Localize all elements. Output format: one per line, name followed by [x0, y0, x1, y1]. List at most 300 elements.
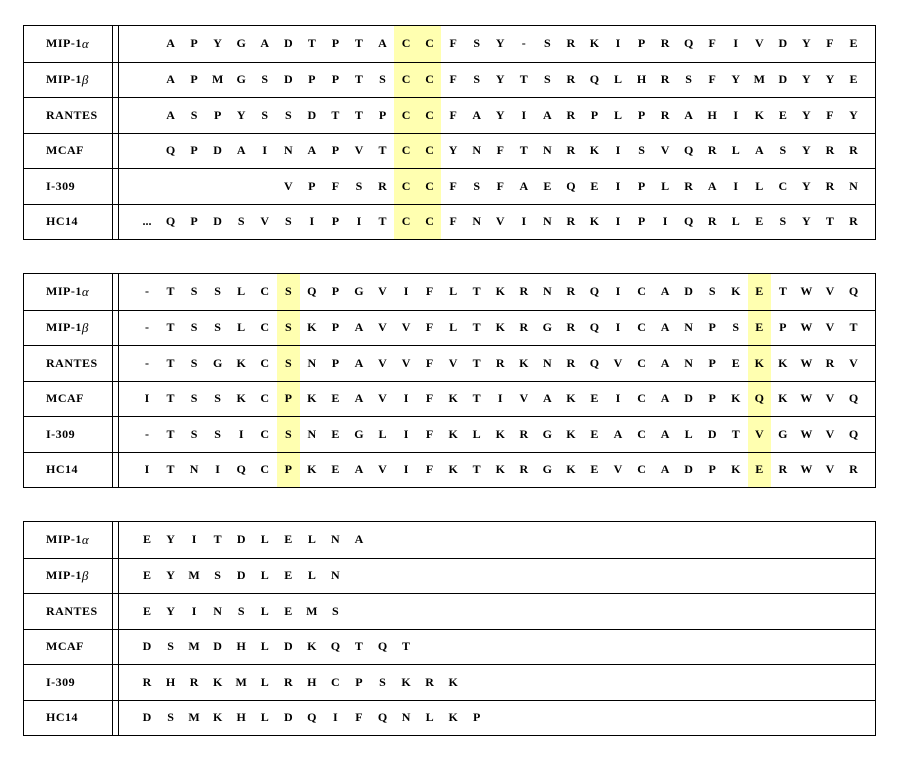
- residue: K: [589, 36, 600, 51]
- residue: C: [637, 355, 646, 370]
- residue: I: [662, 214, 668, 229]
- residue: Y: [448, 143, 458, 158]
- residue: A: [354, 532, 364, 547]
- residue: C: [331, 674, 340, 689]
- residue: L: [260, 568, 269, 583]
- residue: K: [519, 355, 529, 370]
- residue: T: [472, 391, 481, 406]
- residue: C: [637, 426, 646, 441]
- residue: P: [779, 320, 787, 335]
- residue: C: [401, 107, 411, 122]
- residue: W: [800, 355, 813, 370]
- sequence-name-greek: α: [81, 35, 90, 51]
- residue: D: [213, 214, 222, 229]
- residue: C: [425, 36, 434, 51]
- sequence-name-text: MIP-1: [46, 532, 82, 547]
- residue: Y: [166, 532, 175, 547]
- residue: Q: [330, 639, 341, 654]
- residue: A: [166, 72, 175, 87]
- residue: F: [708, 36, 716, 51]
- residue: T: [519, 143, 528, 158]
- residue: I: [497, 391, 503, 406]
- residue: I: [403, 284, 409, 299]
- residue: L: [731, 214, 740, 229]
- residue: E: [849, 36, 858, 51]
- residue: Y: [802, 178, 811, 193]
- residue: I: [615, 214, 621, 229]
- residue: S: [779, 143, 787, 158]
- residue: I: [191, 603, 197, 618]
- residue: Q: [589, 320, 600, 335]
- residue: N: [283, 143, 293, 158]
- residue: R: [825, 178, 835, 193]
- sequence-name-greek: β: [81, 319, 89, 335]
- residue: W: [800, 284, 813, 299]
- residue: D: [778, 36, 788, 51]
- residue: R: [566, 36, 576, 51]
- table-row: [24, 416, 875, 452]
- residue: K: [495, 284, 505, 299]
- sequence-name-text: RANTES: [46, 603, 98, 618]
- residue: R: [519, 426, 529, 441]
- residue: D: [283, 710, 293, 725]
- sequence-name-text: HC14: [46, 710, 78, 725]
- residue: P: [355, 674, 363, 689]
- residue: R: [684, 178, 693, 193]
- residue: T: [472, 320, 481, 335]
- residue: G: [542, 426, 553, 441]
- sequence-name: [46, 134, 84, 169]
- residue: N: [543, 143, 552, 158]
- residue: R: [519, 284, 529, 299]
- residue: D: [684, 284, 693, 299]
- residue: R: [189, 674, 199, 689]
- residue: H: [236, 710, 246, 725]
- residue: S: [190, 107, 198, 122]
- residue: Y: [236, 107, 246, 122]
- residue: Q: [848, 391, 859, 406]
- residue: K: [495, 320, 505, 335]
- residue: A: [166, 36, 175, 51]
- residue: T: [378, 214, 387, 229]
- residue: A: [260, 36, 270, 51]
- residue: F: [496, 143, 504, 158]
- sequence-name-text: MIP-1: [46, 284, 82, 299]
- residue: S: [473, 72, 481, 87]
- residue: N: [213, 603, 222, 618]
- residue: A: [707, 178, 717, 193]
- residue: A: [543, 391, 552, 406]
- table-row: [24, 593, 875, 629]
- residue: K: [589, 214, 600, 229]
- residue: C: [401, 214, 411, 229]
- residue: P: [331, 284, 340, 299]
- residue: I: [356, 214, 362, 229]
- residue: V: [825, 426, 835, 441]
- residue: C: [425, 107, 434, 122]
- residue: S: [190, 391, 198, 406]
- residue: A: [660, 284, 670, 299]
- residue: S: [544, 36, 551, 51]
- residue: K: [731, 462, 741, 477]
- residue: P: [331, 320, 340, 335]
- residue: F: [331, 178, 340, 193]
- residue: G: [236, 36, 246, 51]
- residue: S: [284, 284, 292, 299]
- residue: F: [425, 426, 434, 441]
- residue: N: [684, 320, 693, 335]
- residue: P: [378, 107, 387, 122]
- table-row: [24, 452, 875, 488]
- sequence-name: [46, 98, 98, 133]
- residue: F: [449, 178, 457, 193]
- residue: I: [615, 391, 621, 406]
- residue: G: [212, 355, 223, 370]
- residue: V: [401, 355, 411, 370]
- residue: E: [142, 568, 151, 583]
- residue: Y: [166, 603, 175, 618]
- residue: P: [284, 462, 292, 477]
- residue: R: [778, 462, 788, 477]
- residue: F: [449, 107, 457, 122]
- residue: T: [166, 355, 175, 370]
- residue: S: [355, 178, 363, 193]
- residue: Q: [848, 284, 859, 299]
- residue: T: [166, 391, 175, 406]
- residue: T: [166, 426, 175, 441]
- residue: L: [307, 568, 316, 583]
- residue: Y: [802, 214, 811, 229]
- residue: I: [615, 36, 621, 51]
- residue: L: [260, 674, 269, 689]
- residue: N: [307, 426, 317, 441]
- alignment-block: [23, 273, 876, 488]
- residue: C: [401, 178, 411, 193]
- sequence-name: [46, 382, 84, 417]
- residue: P: [637, 107, 646, 122]
- residue: I: [521, 107, 527, 122]
- residue: T: [402, 639, 411, 654]
- residue: S: [544, 72, 551, 87]
- residue: K: [448, 462, 458, 477]
- residue: C: [260, 462, 270, 477]
- residue: R: [566, 72, 576, 87]
- table-row: [24, 274, 875, 310]
- residue: K: [778, 355, 788, 370]
- residue: Y: [495, 36, 505, 51]
- alignment-block: [23, 25, 876, 240]
- residue: V: [825, 462, 835, 477]
- residue: N: [543, 355, 552, 370]
- table-row: [24, 629, 875, 665]
- residue: E: [331, 426, 340, 441]
- residue: S: [379, 72, 386, 87]
- residue: S: [190, 355, 198, 370]
- residue: A: [354, 391, 364, 406]
- sequence-name-text: RANTES: [46, 107, 98, 122]
- residue: C: [778, 178, 788, 193]
- residue: T: [472, 462, 481, 477]
- sequence-name: [46, 274, 89, 310]
- sequence-name: [46, 594, 98, 629]
- sequence-name: [46, 630, 84, 665]
- residue: Q: [307, 284, 317, 299]
- residue: G: [542, 320, 553, 335]
- residue: V: [354, 143, 364, 158]
- residue: H: [707, 107, 717, 122]
- residue: C: [260, 320, 270, 335]
- residue: M: [188, 568, 200, 583]
- residue: Q: [589, 355, 600, 370]
- residue: K: [754, 355, 764, 370]
- sequence-name: [46, 701, 78, 736]
- residue: C: [260, 355, 270, 370]
- residue: K: [731, 391, 741, 406]
- sequence-name: [46, 346, 98, 381]
- residue: A: [543, 107, 552, 122]
- residue: A: [684, 107, 693, 122]
- residue: I: [309, 214, 315, 229]
- residue: R: [825, 355, 835, 370]
- residue: S: [284, 107, 292, 122]
- residue: Q: [683, 143, 694, 158]
- residue: R: [519, 320, 529, 335]
- residue: R: [566, 320, 576, 335]
- residue: C: [425, 72, 434, 87]
- residue: V: [849, 355, 858, 370]
- residue: T: [472, 284, 481, 299]
- residue: I: [615, 284, 621, 299]
- residue: P: [190, 214, 198, 229]
- residue: P: [331, 36, 340, 51]
- residue: Q: [754, 391, 764, 406]
- residue: S: [284, 426, 292, 441]
- residue: V: [378, 284, 387, 299]
- sequence-name: [46, 26, 89, 62]
- residue: I: [521, 214, 527, 229]
- residue: S: [190, 320, 198, 335]
- residue: I: [733, 107, 739, 122]
- residue: F: [449, 214, 457, 229]
- residue: F: [449, 72, 457, 87]
- residue: E: [543, 178, 552, 193]
- sequence-name-text: HC14: [46, 214, 78, 229]
- residue: N: [472, 214, 482, 229]
- residue: S: [237, 214, 245, 229]
- residue: E: [755, 320, 764, 335]
- sequence-name-greek: α: [81, 283, 90, 299]
- residue: C: [260, 284, 270, 299]
- residue: L: [260, 603, 269, 618]
- residue: K: [307, 320, 317, 335]
- sequence-name: [46, 169, 75, 204]
- residue: Y: [166, 568, 175, 583]
- residue: R: [378, 178, 387, 193]
- residue: P: [331, 72, 340, 87]
- residue: Q: [683, 214, 694, 229]
- residue: S: [261, 107, 269, 122]
- residue: S: [261, 72, 269, 87]
- sequence-name: [46, 417, 75, 452]
- residue: M: [211, 72, 224, 87]
- residue: T: [307, 36, 316, 51]
- residue: D: [283, 72, 293, 87]
- residue: L: [260, 532, 269, 547]
- residue: A: [354, 320, 364, 335]
- residue: D: [778, 72, 788, 87]
- residue: A: [754, 143, 764, 158]
- residue: Y: [731, 72, 741, 87]
- residue: K: [307, 639, 317, 654]
- residue: E: [284, 603, 293, 618]
- residue: K: [778, 391, 788, 406]
- residue: V: [613, 355, 623, 370]
- residue: I: [262, 143, 268, 158]
- sequence-name-text: RANTES: [46, 355, 98, 370]
- residue: H: [236, 639, 246, 654]
- residue: T: [166, 320, 175, 335]
- residue: C: [637, 284, 646, 299]
- residue: A: [354, 355, 364, 370]
- residue: T: [354, 72, 363, 87]
- residue: K: [401, 674, 411, 689]
- residue: S: [190, 284, 198, 299]
- residue: H: [307, 674, 317, 689]
- residue: Q: [566, 178, 576, 193]
- residue: N: [401, 710, 411, 725]
- sequence-name-greek: β: [81, 71, 89, 87]
- residue: P: [190, 143, 198, 158]
- residue: I: [733, 178, 739, 193]
- residue: -: [145, 284, 149, 299]
- residue: L: [661, 178, 670, 193]
- residue: D: [236, 532, 246, 547]
- residue: Q: [848, 426, 859, 441]
- residue: R: [707, 143, 717, 158]
- residue: P: [473, 710, 481, 725]
- residue: N: [849, 178, 858, 193]
- table-row: [24, 204, 875, 240]
- residue: E: [590, 426, 599, 441]
- residue: S: [732, 320, 740, 335]
- residue: T: [166, 462, 175, 477]
- residue: G: [778, 426, 788, 441]
- residue: W: [800, 462, 813, 477]
- residue: S: [284, 355, 292, 370]
- residue: P: [308, 178, 316, 193]
- residue: N: [684, 355, 693, 370]
- residue: R: [566, 284, 576, 299]
- residue: L: [472, 426, 481, 441]
- residue: C: [425, 178, 434, 193]
- residue: E: [331, 462, 340, 477]
- residue: A: [660, 355, 670, 370]
- residue: R: [566, 107, 576, 122]
- residue: T: [378, 143, 387, 158]
- residue: N: [189, 462, 199, 477]
- residue: S: [237, 603, 245, 618]
- residue: F: [355, 710, 363, 725]
- residue: D: [307, 107, 317, 122]
- sequence-name-text: I-309: [46, 426, 76, 441]
- residue: Y: [495, 107, 505, 122]
- residue: I: [615, 320, 621, 335]
- sequence-name-greek: α: [81, 531, 90, 547]
- residue: -: [145, 355, 149, 370]
- residue: P: [708, 391, 716, 406]
- residue: D: [142, 639, 152, 654]
- residue: G: [236, 72, 246, 87]
- residue: Y: [849, 107, 858, 122]
- residue: A: [519, 178, 529, 193]
- residue: L: [613, 107, 622, 122]
- residue: F: [425, 462, 434, 477]
- residue: N: [331, 532, 340, 547]
- residue: F: [826, 36, 834, 51]
- residue: P: [637, 36, 646, 51]
- table-row: [24, 700, 875, 736]
- residue: L: [260, 710, 269, 725]
- residue: R: [660, 72, 670, 87]
- residue: ...: [142, 214, 152, 229]
- residue: T: [731, 426, 740, 441]
- residue: T: [472, 355, 481, 370]
- residue: T: [354, 36, 363, 51]
- residue: S: [214, 426, 221, 441]
- residue: C: [637, 462, 646, 477]
- residue: R: [825, 143, 835, 158]
- sequence-name-greek: β: [81, 567, 89, 583]
- residue: D: [707, 426, 717, 441]
- residue: P: [331, 355, 340, 370]
- residue: A: [660, 320, 670, 335]
- residue: P: [590, 107, 599, 122]
- residue: V: [613, 462, 623, 477]
- residue: R: [283, 674, 293, 689]
- residue: E: [142, 532, 151, 547]
- residue: P: [213, 107, 222, 122]
- residue: K: [448, 710, 458, 725]
- residue: P: [331, 214, 340, 229]
- residue: D: [142, 710, 152, 725]
- residue: W: [800, 426, 813, 441]
- residue: L: [260, 639, 269, 654]
- residue: K: [212, 710, 223, 725]
- residue: E: [590, 391, 599, 406]
- residue: F: [449, 36, 457, 51]
- residue: I: [615, 178, 621, 193]
- residue: A: [660, 462, 670, 477]
- residue: D: [213, 143, 222, 158]
- residue: T: [331, 107, 340, 122]
- residue: V: [754, 426, 764, 441]
- residue: E: [849, 72, 858, 87]
- residue: K: [731, 284, 741, 299]
- residue: Y: [495, 72, 505, 87]
- residue: M: [188, 710, 200, 725]
- residue: M: [753, 72, 765, 87]
- residue: C: [260, 426, 270, 441]
- sequence-name-text: MCAF: [46, 639, 84, 654]
- table-row: [24, 345, 875, 381]
- residue: G: [542, 462, 553, 477]
- residue: F: [425, 284, 434, 299]
- residue: V: [283, 178, 293, 193]
- residue: D: [283, 36, 293, 51]
- residue: E: [590, 462, 599, 477]
- residue: E: [778, 107, 787, 122]
- residue: K: [495, 462, 505, 477]
